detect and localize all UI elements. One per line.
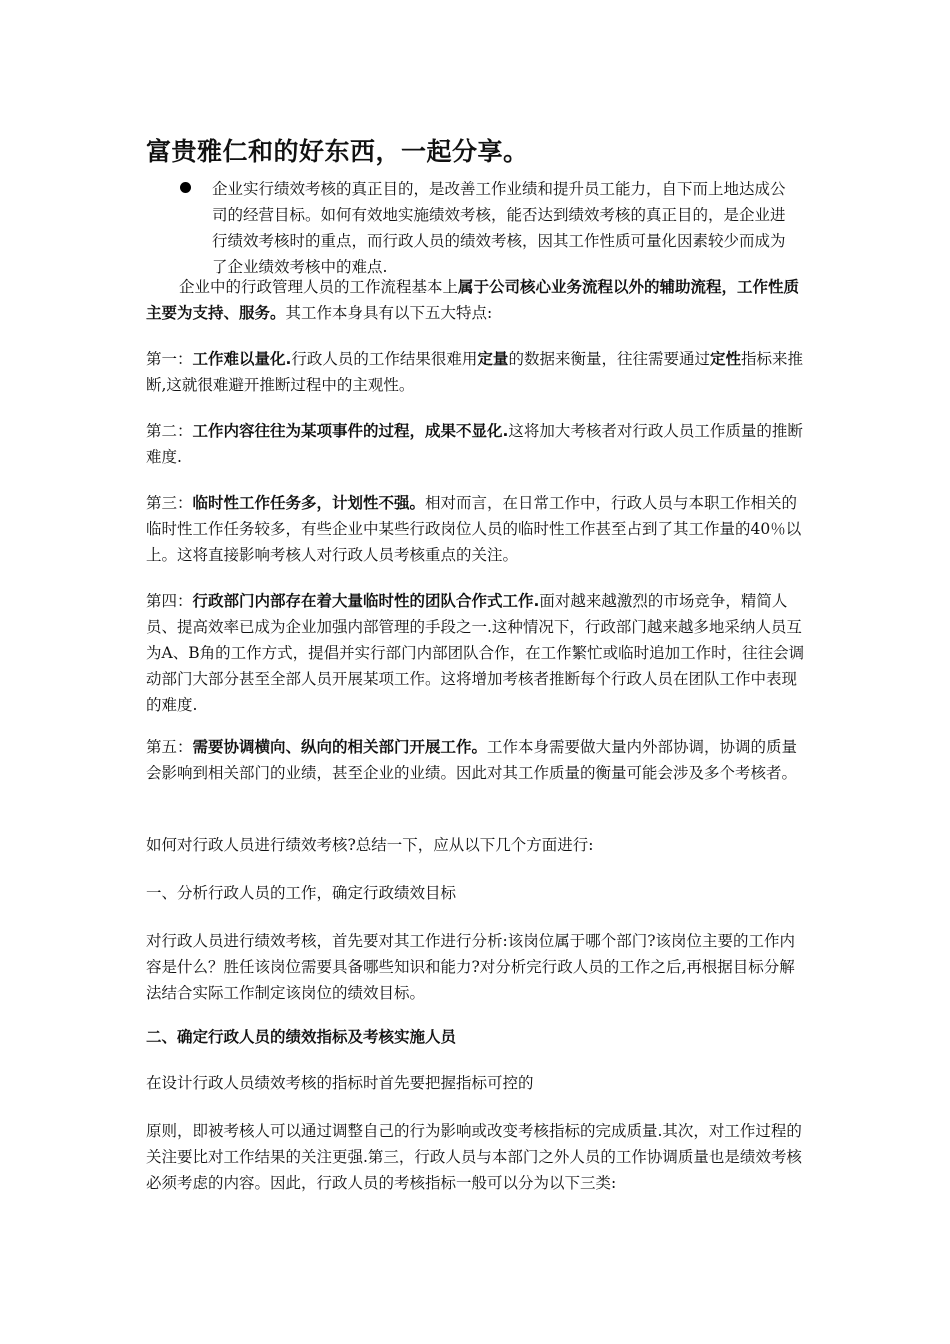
- point-text: 这将加大考核者对行政人员工作质量的推断难度.: [146, 422, 803, 466]
- point-paragraph-3: [146, 490, 808, 568]
- point-bold-term: 定性: [709, 350, 741, 368]
- point-text: 指标来推断,这就很难避开推断过程中的主观性。: [146, 350, 803, 394]
- point-paragraph-5: [146, 734, 808, 786]
- bullet-paragraph: 企业实行绩效考核的真正目的，是改善工作业绩和提升员工能力，自下而上地达成公司的经营目标。如何有效地实施绩效考核，能否达到绩效考核的真正目的，是企业进行绩效考核时的重点，而行政人员的绩效考核，因其工作性质可量化因素较少而成为了企业绩效考核中的难点.: [212, 180, 786, 276]
- section2-line: 在设计行政人员绩效考核的指标时首先要把握指标可控的: [146, 1074, 534, 1092]
- point-text: 面对越来越激烈的市场竞争，精简人员、提高效率已成为企业加强内部管理的手段之一.这种情况下，行政部门越来越多地采纳人员互为A、B角的工作方式，提倡并实行部门内部团队合作，在工作繁忙或临时追加工作时，往往会调动部门大部分甚至全部人员开展某项工作。这将增加考核者推断每个行政人员在团队工作中表现的难度.: [146, 592, 805, 714]
- summary-question: 如何对行政人员进行绩效考核?总结一下，应从以下几个方面进行:: [146, 836, 594, 854]
- point-bold-term: 定量: [477, 350, 509, 368]
- point-text: 工作本身需要做大量内外部协调，协调的质量会影响到相关部门的业绩，甚至企业的业绩。因此对其工作质量的衡量可能会涉及多个考核者。: [146, 738, 798, 782]
- intro-bold-text: 属于公司核心业务流程以外的辅助流程，工作性质主要为支持、服务。: [146, 278, 800, 322]
- point-heading: 需要协调横向、纵向的相关部门开展工作。: [192, 738, 488, 756]
- section2-paragraph: 原则，即被考核人可以通过调整自己的行为影响或改变考核指标的完成质量.其次，对工作过程的关注要比对工作结果的关注更强.第三，行政人员与本部门之外人员的工作协调质量也是绩效考核必须考虑的内容。因此，行政人员的考核指标一般可以分为以下三类:: [146, 1122, 802, 1192]
- point-heading: 工作内容往往为某项事件的过程，成果不显化.: [192, 422, 509, 440]
- point-heading: 工作难以量化.: [192, 350, 292, 368]
- section2-heading: 二、确定行政人员的绩效指标及考核实施人员: [146, 1028, 457, 1046]
- point-text: 的数据来衡量，往往需要通过: [508, 350, 710, 368]
- point-prefix: 第三：: [146, 494, 193, 512]
- section1-paragraph: 对行政人员进行绩效考核，首先要对其工作进行分析:该岗位属于哪个部门?该岗位主要的工作内容是什么？胜任该岗位需要具备哪些知识和能力?对分析完行政人员的工作之后,再根据目标分解法结合实际工作制定该岗位的绩效目标。: [146, 932, 796, 1002]
- point-heading: 行政部门内部存在着大量临时性的团队合作式工作.: [192, 592, 540, 610]
- intro-text-end: 其工作本身具有以下五大特点:: [285, 304, 493, 322]
- intro-text: 企业中的行政管理人员的工作流程基本上: [179, 278, 459, 296]
- point-paragraph-4: [146, 588, 808, 718]
- intro-paragraph: [146, 274, 808, 326]
- point-text: 相对而言，在日常工作中，行政人员与本职工作相关的临时性工作任务较多，有些企业中某些行政岗位人员的临时性工作甚至占到了其工作量的40％以上。这将直接影响考核人对行政人员考核重点的关注。: [146, 494, 802, 564]
- section1-heading: 一、分析行政人员的工作，确定行政绩效目标: [146, 884, 457, 902]
- page-title: 富贵雅仁和的好东西，一起分享。: [146, 137, 529, 166]
- point-text: 行政人员的工作结果很难用: [291, 350, 478, 368]
- point-prefix: 第一：: [146, 350, 193, 368]
- point-paragraph-2: [146, 418, 808, 470]
- bullet-icon: [180, 182, 191, 193]
- point-prefix: 第四：: [146, 592, 193, 610]
- point-paragraph-1: [146, 346, 808, 398]
- point-prefix: 第五：: [146, 738, 193, 756]
- point-prefix: 第二：: [146, 422, 193, 440]
- point-heading: 临时性工作任务多，计划性不强。: [192, 494, 426, 512]
- bullet-list-item: [180, 176, 800, 280]
